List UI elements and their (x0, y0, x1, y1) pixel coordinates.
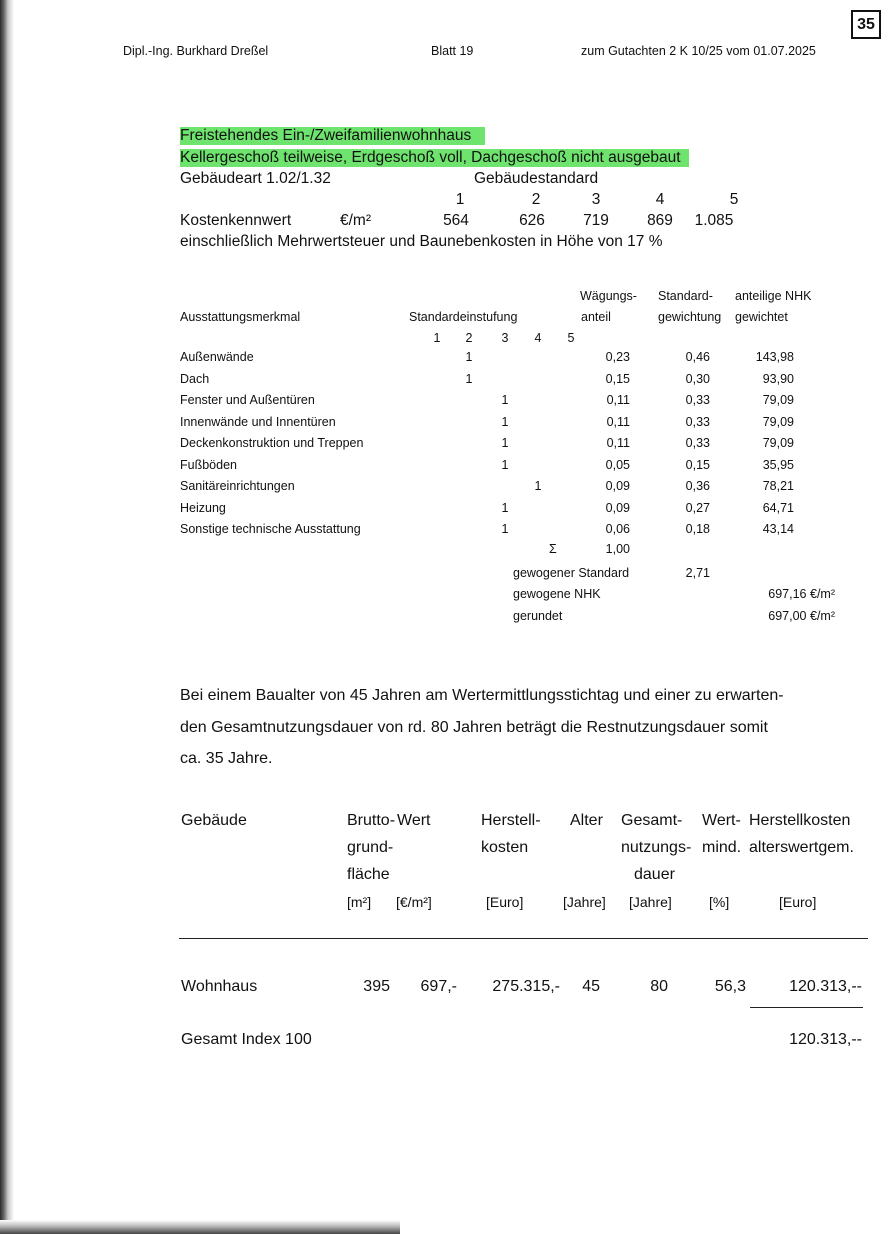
level-header: 1 (433, 331, 441, 345)
vt-row-reduction: 56,3 (714, 978, 746, 995)
cost-value: 1.085 (694, 212, 734, 229)
standard-level: 4 (655, 191, 665, 208)
feature-weight: 0,05 (605, 457, 630, 472)
level-header: 3 (501, 331, 509, 345)
vt-subtotal-rule (750, 1007, 863, 1008)
cost-note: einschließlich Mehrwertsteuer und Baunebenkosten in Höhe von 17 % (180, 233, 663, 250)
paragraph-line1: Bei einem Baualter von 45 Jahren am Wertermittlungsstichtag und einer zu erwarten- (180, 687, 784, 704)
header-sheet: Blatt 19 (431, 44, 474, 58)
vt-row-cost: 275.315,- (492, 978, 560, 995)
sum-value: 1,00 (605, 542, 630, 556)
vt-header-age: Alter (570, 812, 603, 829)
header-author: Dipl.-Ing. Burkhard Dreßel (123, 44, 269, 58)
cost-value: 626 (519, 212, 545, 229)
feature-weight: 0,23 (605, 350, 630, 364)
feature-name: Sonstige technische Ausstattung (180, 522, 361, 536)
col-nhk-line2: gewichtet (735, 310, 788, 324)
col-stdweight-line1: Standard- (658, 289, 713, 303)
level-header: 2 (465, 331, 473, 345)
feature-nhk: 43,14 (762, 522, 794, 536)
feature-level-mark: 1 (501, 457, 509, 472)
vt-header-rule (179, 938, 868, 939)
feature-nhk: 79,09 (762, 414, 794, 429)
cost-value: 719 (583, 212, 609, 229)
standard-level: 2 (531, 191, 541, 208)
building-type: Gebäudeart 1.02/1.32 (180, 170, 331, 187)
feature-weight: 0,11 (606, 436, 630, 450)
vt-header-final: Herstellkosten (749, 812, 851, 829)
vt-header-reduction: mind. (702, 839, 742, 856)
feature-std-weight: 0,46 (685, 350, 710, 364)
vt-header-building: Gebäude (181, 812, 247, 829)
feature-weight: 0,11 (606, 414, 630, 429)
building-title-line2: Kellergeschoß teilweise, Erdgeschoß voll, Dachgeschoß nicht ausgebaut (180, 149, 689, 167)
rounded-label: gerundet (513, 609, 563, 623)
standard-label: Gebäudestandard (474, 170, 599, 187)
feature-nhk: 143,98 (755, 350, 794, 364)
cost-unit: €/m² (340, 212, 371, 229)
feature-level-mark: 1 (501, 500, 509, 515)
cost-value: 869 (647, 212, 673, 229)
vt-header-cost: Herstell- (481, 812, 541, 829)
header-reference: zum Gutachten 2 K 10/25 vom 01.07.2025 (581, 44, 816, 58)
vt-header-life: nutzungs- (621, 839, 692, 856)
scan-bottom-edge (0, 1220, 400, 1234)
weighted-nhk-label: gewogene NHK (513, 587, 601, 601)
col-weight-line1: Wägungs- (580, 289, 637, 303)
feature-name: Fußböden (180, 457, 237, 472)
feature-level-mark: 1 (501, 393, 509, 407)
feature-name: Innenwände und Innentüren (180, 414, 336, 429)
vt-header-life: dauer (634, 866, 675, 883)
cost-label: Kostenkennwert (180, 212, 292, 229)
vt-header-final: alterswertgem. (749, 839, 854, 856)
feature-level-mark: 1 (465, 350, 473, 364)
feature-std-weight: 0,30 (685, 371, 710, 386)
feature-weight: 0,15 (605, 371, 630, 386)
feature-nhk: 78,21 (762, 479, 794, 493)
feature-name: Heizung (180, 500, 226, 515)
feature-name: Fenster und Außentüren (180, 393, 315, 407)
weighted-standard-value: 2,71 (685, 566, 710, 580)
feature-name: Dach (180, 371, 210, 386)
feature-name: Außenwände (180, 350, 254, 364)
feature-weight: 0,06 (605, 522, 630, 536)
col-weight-line2: anteil (581, 310, 611, 324)
feature-level-mark: 1 (501, 414, 509, 429)
vt-row-final: 120.313,-- (789, 978, 862, 995)
vt-unit-value: [€/m²] (396, 894, 432, 910)
page-number-box: 35 (851, 10, 881, 39)
weighted-standard-label: gewogener Standard (513, 566, 630, 580)
feature-nhk: 79,09 (762, 393, 794, 407)
vt-row-area: 395 (363, 978, 390, 995)
vt-row-name: Wohnhaus (181, 978, 258, 995)
sum-symbol: Σ (549, 542, 557, 556)
building-title-line1: Freistehendes Ein-/Zweifamilienwohnhaus (180, 127, 485, 145)
vt-header-cost: kosten (481, 839, 529, 856)
feature-nhk: 93,90 (762, 371, 794, 386)
feature-weight: 0,09 (605, 479, 630, 493)
feature-std-weight: 0,33 (685, 436, 710, 450)
standard-level: 3 (591, 191, 601, 208)
feature-std-weight: 0,36 (685, 479, 710, 493)
paragraph-line2: den Gesamtnutzungsdauer von rd. 80 Jahren beträgt die Restnutzungsdauer somit (180, 719, 768, 736)
vt-row-life: 80 (650, 978, 668, 995)
vt-unit-life: [Jahre] (629, 894, 672, 910)
vt-header-reduction: Wert- (702, 812, 741, 829)
level-header: 5 (567, 331, 575, 345)
feature-nhk: 64,71 (762, 500, 794, 515)
vt-unit-final: [Euro] (779, 894, 817, 910)
feature-weight: 0,11 (606, 393, 630, 407)
cost-value: 564 (443, 212, 469, 229)
weighted-nhk-value: 697,16 €/m² (768, 587, 835, 601)
feature-name: Sanitäreinrichtungen (180, 479, 295, 493)
feature-weight: 0,09 (605, 500, 630, 515)
feature-std-weight: 0,18 (685, 522, 710, 536)
vt-header-area: grund- (347, 839, 394, 856)
vt-row-value: 697,- (420, 978, 457, 995)
feature-nhk: 79,09 (762, 436, 794, 450)
rounded-value: 697,00 €/m² (768, 609, 835, 623)
feature-std-weight: 0,33 (685, 393, 710, 407)
feature-level-mark: 1 (501, 436, 509, 450)
col-feature: Ausstattungsmerkmal (180, 310, 301, 324)
vt-total-label: Gesamt Index 100 (181, 1031, 312, 1048)
vt-unit-reduction: [%] (709, 894, 730, 910)
scan-left-edge (0, 0, 14, 1234)
feature-std-weight: 0,33 (685, 414, 710, 429)
vt-header-area: fläche (347, 866, 390, 883)
vt-header-value: Wert (397, 812, 431, 829)
vt-row-age: 45 (582, 978, 600, 995)
feature-nhk: 35,95 (762, 457, 794, 472)
col-classification: Standardeinstufung (409, 310, 518, 324)
vt-unit-cost: [Euro] (486, 894, 524, 910)
feature-std-weight: 0,27 (685, 500, 710, 515)
vt-header-area: Brutto- (347, 812, 396, 829)
col-nhk-line1: anteilige NHK (735, 289, 812, 303)
standard-level: 1 (455, 191, 465, 208)
feature-name: Deckenkonstruktion und Treppen (180, 436, 364, 450)
feature-level-mark: 1 (534, 479, 542, 493)
paragraph-line3: ca. 35 Jahre. (180, 750, 273, 767)
feature-level-mark: 1 (465, 371, 473, 386)
feature-std-weight: 0,15 (685, 457, 710, 472)
vt-total-value: 120.313,-- (789, 1031, 862, 1048)
vt-unit-age: [Jahre] (563, 894, 606, 910)
vt-header-life: Gesamt- (621, 812, 683, 829)
vt-unit-area: [m²] (347, 894, 372, 910)
col-stdweight-line2: gewichtung (658, 310, 722, 324)
feature-level-mark: 1 (501, 522, 509, 536)
standard-level: 5 (729, 191, 739, 208)
level-header: 4 (534, 331, 542, 345)
